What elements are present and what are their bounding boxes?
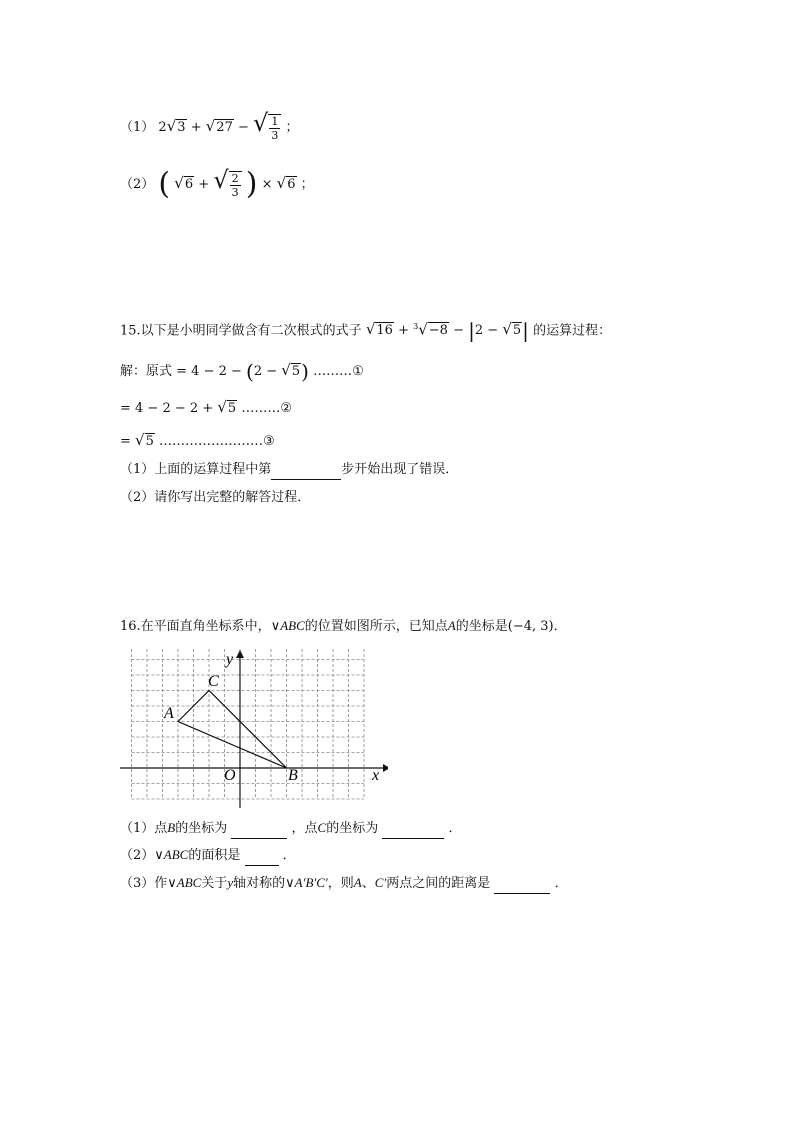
q14-part1-label: （1）	[120, 120, 155, 135]
y-axis-arrow	[236, 650, 244, 658]
coordinate-figure	[118, 648, 388, 813]
label-c: C	[208, 673, 219, 690]
q15-step1: 解：原式 = 4 − 2 − (2 − √5) ………①	[120, 359, 364, 384]
q15-step3: = √5 ……………………③	[120, 431, 275, 449]
q16-part2: （2）∨ABC的面积是 ．	[120, 845, 296, 866]
q15-part1: （1）上面的运算过程中第 步开始出现了错误．	[120, 460, 458, 480]
x-axis-arrow	[383, 764, 388, 772]
label-y: y	[226, 651, 234, 668]
q16-intro: 16.在平面直角坐标系中，∨ABC的位置如图所示，已知点A的坐标是(−4, 3)．	[120, 618, 567, 634]
q16-part3-blank[interactable]	[494, 879, 550, 894]
label-b: B	[288, 767, 298, 784]
label-x: x	[372, 767, 380, 784]
label-o: O	[224, 767, 236, 784]
q15-step2: = 4 − 2 − 2 + √5 ………②	[120, 398, 292, 416]
q16-part1-blank-c[interactable]	[382, 824, 444, 839]
q14-part2-expr: ( √6 + √ $\frac{2}{3}$ ) × √6 ；	[158, 166, 314, 202]
q16-part3: （3）作∨ABC关于y轴对称的∨A′B′C′，则A、C′两点之间的距离是 ．	[120, 873, 568, 894]
q15-part2: （2）请你写出完整的解答过程．	[120, 490, 311, 505]
q14-part1-expr: 2√3 + √27 − √ $\frac{1}{3}$ ；	[158, 109, 299, 142]
q16-part2-blank[interactable]	[245, 851, 279, 866]
q14-part2	[120, 160, 314, 200]
q15-intro: 15.以下是小明同学做含有二次根式的式子 √16 + $^3$√−8 − |2 − √5| 的运算过程：	[120, 318, 612, 343]
label-a: A	[164, 705, 174, 722]
q16-part1: （1）点B的坐标为 ，点C的坐标为 ．	[120, 818, 462, 839]
q15-part1-blank[interactable]	[271, 465, 341, 480]
q16-part1-blank-b[interactable]	[231, 824, 287, 839]
q14-part2-label: （2）	[120, 177, 155, 192]
triangle-abc	[178, 691, 287, 769]
grid	[132, 648, 365, 799]
q15-expression: √16 + $^3$√−8 − |2 − √5|	[365, 318, 529, 343]
q14-part1	[120, 109, 299, 142]
